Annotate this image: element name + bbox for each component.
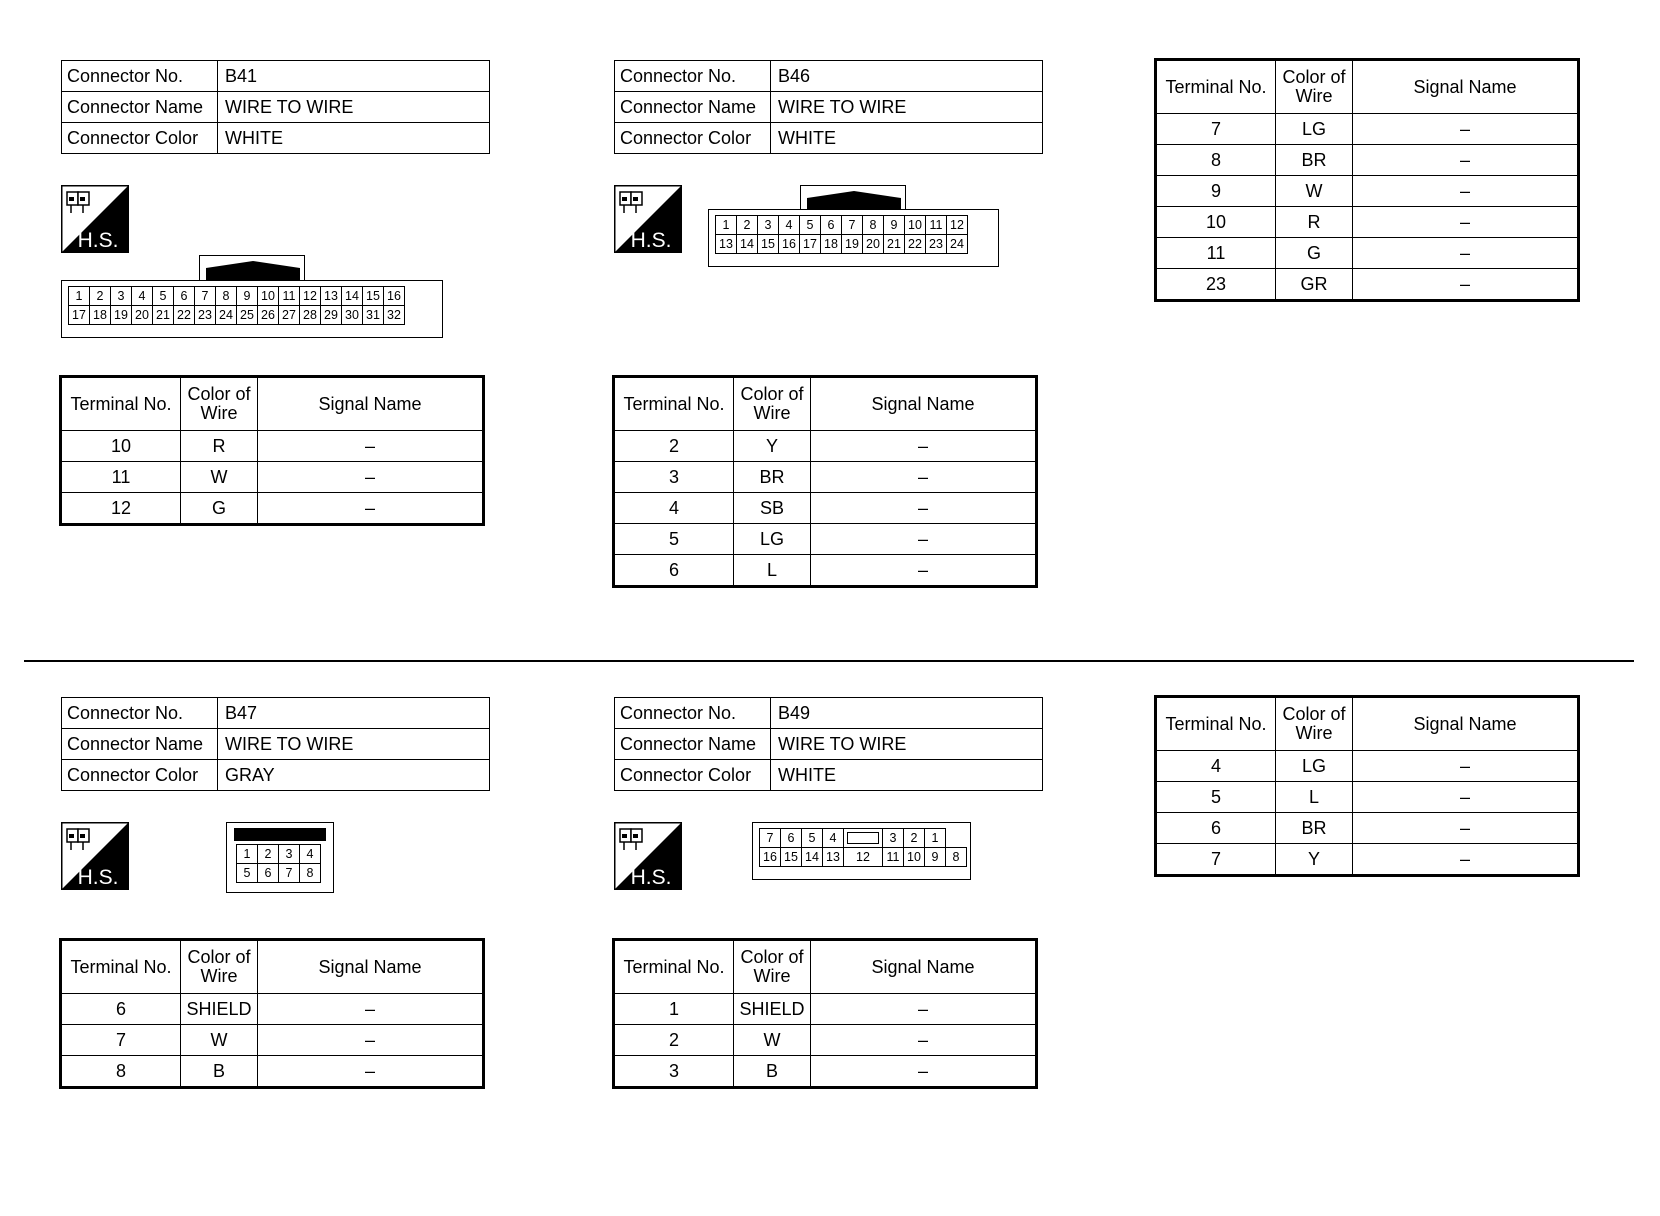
table-row	[1157, 145, 1578, 176]
signal-name-cell: –	[811, 1056, 1036, 1087]
pin-cell: 16	[760, 848, 781, 867]
table-row	[1157, 269, 1578, 300]
color-of-wire-header: Color of Wire	[1276, 61, 1353, 114]
wire-color-cell: Y	[734, 431, 811, 462]
pin-cell: 3	[883, 829, 904, 848]
pin-cell: 4	[300, 845, 321, 864]
b47-lock-bar	[234, 828, 326, 841]
b46-connector-face	[708, 209, 999, 267]
terminal-no-cell: 11	[62, 462, 181, 493]
signal-name-header: Signal Name	[811, 378, 1036, 431]
connector-no-label: Connector No.	[62, 61, 218, 92]
pin-cell: 8	[216, 287, 237, 306]
signal-name-cell: –	[1353, 114, 1578, 145]
signal-name-cell: –	[1353, 269, 1578, 300]
pin-cell: 29	[321, 306, 342, 325]
pin-cell: 9	[925, 848, 946, 867]
pin-cell: 26	[258, 306, 279, 325]
connector-color-value: WHITE	[218, 123, 490, 154]
signal-name-cell: –	[811, 493, 1036, 524]
pin-cell: 5	[802, 829, 823, 848]
b49-terminal-table	[614, 940, 1036, 1087]
wire-color-cell: W	[1276, 176, 1353, 207]
table-row	[62, 493, 483, 524]
pin-cell: 7	[195, 287, 216, 306]
signal-name-header: Signal Name	[258, 941, 483, 994]
table-row	[1157, 844, 1578, 875]
table-row	[615, 994, 1036, 1025]
color-of-wire-header: Color of Wire	[734, 378, 811, 431]
pin-cell: 3	[279, 845, 300, 864]
harness-side-icon	[614, 185, 682, 253]
wire-color-cell: GR	[1276, 269, 1353, 300]
terminal-no-header: Terminal No.	[615, 941, 734, 994]
pin-cell: 22	[174, 306, 195, 325]
pin-cell: 5	[800, 216, 821, 235]
terminal-no-cell: 1	[615, 994, 734, 1025]
pin-cell: 1	[69, 287, 90, 306]
pin-cell: 5	[153, 287, 174, 306]
pin-cell: 7	[842, 216, 863, 235]
pin-cell: 14	[737, 235, 758, 254]
table-row	[1157, 238, 1578, 269]
wire-color-cell: L	[734, 555, 811, 586]
table-row	[615, 1025, 1036, 1056]
signal-name-cell: –	[258, 994, 483, 1025]
connector-color-value: GRAY	[218, 760, 490, 791]
pin-cell: 23	[195, 306, 216, 325]
pin-cell: 23	[926, 235, 947, 254]
terminal-no-header: Terminal No.	[1157, 61, 1276, 114]
table-row	[615, 555, 1036, 586]
table-row	[1157, 207, 1578, 238]
connector-color-label: Connector Color	[615, 123, 771, 154]
terminal-no-cell: 8	[62, 1056, 181, 1087]
connector-no-label: Connector No.	[615, 61, 771, 92]
pin-cell: 1	[237, 845, 258, 864]
terminal-no-cell: 5	[1157, 782, 1276, 813]
terminal-no-cell: 11	[1157, 238, 1276, 269]
pin-cell: 21	[153, 306, 174, 325]
terminal-no-cell: 12	[62, 493, 181, 524]
connector-name-label: Connector Name	[615, 92, 771, 123]
terminal-no-cell: 8	[1157, 145, 1276, 176]
pin-cell: 1	[925, 829, 946, 848]
pin-cell: 12	[844, 848, 883, 867]
pin-cell: 13	[321, 287, 342, 306]
pin-cell: 3	[111, 287, 132, 306]
connector-color-value: WHITE	[771, 123, 1043, 154]
wire-color-cell: L	[1276, 782, 1353, 813]
connector-name-label: Connector Name	[615, 729, 771, 760]
terminal-no-cell: 23	[1157, 269, 1276, 300]
signal-name-cell: –	[258, 493, 483, 524]
pin-cell: 14	[802, 848, 823, 867]
signal-name-cell: –	[1353, 813, 1578, 844]
connector-name-value: WIRE TO WIRE	[771, 729, 1043, 760]
pin-cell: 13	[823, 848, 844, 867]
connector-no-value: B46	[771, 61, 1043, 92]
table-row	[62, 431, 483, 462]
wire-color-cell: Y	[1276, 844, 1353, 875]
pin-cell: 9	[884, 216, 905, 235]
b49-connector-info	[614, 697, 1043, 791]
b41-terminal-table	[61, 377, 483, 524]
b41-pin-grid	[68, 286, 405, 325]
pin-cell: 19	[842, 235, 863, 254]
wire-color-cell: LG	[1276, 114, 1353, 145]
terminal-no-header: Terminal No.	[1157, 698, 1276, 751]
terminal-no-cell: 2	[615, 431, 734, 462]
wire-color-cell: W	[734, 1025, 811, 1056]
pin-cell: 12	[947, 216, 968, 235]
b47-connector-face	[226, 822, 334, 893]
b41-connector-face	[61, 280, 443, 338]
wire-color-cell: W	[181, 462, 258, 493]
pin-cell: 6	[821, 216, 842, 235]
svg-text:H.S.: H.S.	[77, 866, 119, 889]
section-divider	[24, 660, 1634, 662]
svg-text:H.S.: H.S.	[630, 229, 672, 252]
b49-terminal-table-continued	[1156, 697, 1578, 875]
b49-pin-grid	[759, 828, 967, 867]
b47-terminal-table	[61, 940, 483, 1087]
terminal-no-cell: 7	[62, 1025, 181, 1056]
pin-cell: 14	[342, 287, 363, 306]
pin-cell: 17	[800, 235, 821, 254]
pin-cell: 15	[363, 287, 384, 306]
pin-cell: 19	[111, 306, 132, 325]
connector-no-value: B49	[771, 698, 1043, 729]
pin-cell: 15	[758, 235, 779, 254]
connector-color-label: Connector Color	[615, 760, 771, 791]
pin-cell: 10	[904, 848, 925, 867]
pin-cell: 24	[947, 235, 968, 254]
signal-name-cell: –	[258, 431, 483, 462]
terminal-no-cell: 6	[615, 555, 734, 586]
signal-name-header: Signal Name	[1353, 698, 1578, 751]
pin-cell: 5	[237, 864, 258, 883]
harness-side-icon	[61, 185, 129, 253]
pin-cell: 16	[384, 287, 405, 306]
connector-no-value: B47	[218, 698, 490, 729]
table-row	[615, 524, 1036, 555]
terminal-no-cell: 10	[1157, 207, 1276, 238]
signal-name-cell: –	[258, 462, 483, 493]
signal-name-cell: –	[258, 1056, 483, 1087]
pin-cell: 7	[279, 864, 300, 883]
b47-connector-info	[61, 697, 490, 791]
pin-cell: 2	[737, 216, 758, 235]
pin-cell: 6	[174, 287, 195, 306]
pin-cell: 16	[779, 235, 800, 254]
table-row	[615, 1056, 1036, 1087]
pin-cell: 1	[716, 216, 737, 235]
pin-cell: 25	[237, 306, 258, 325]
signal-name-header: Signal Name	[811, 941, 1036, 994]
pin-cell: 11	[926, 216, 947, 235]
connector-color-label: Connector Color	[62, 123, 218, 154]
pin-cell: 2	[258, 845, 279, 864]
signal-name-cell: –	[1353, 207, 1578, 238]
signal-name-cell: –	[1353, 176, 1578, 207]
table-row	[1157, 813, 1578, 844]
pin-cell: 17	[69, 306, 90, 325]
pin-cell: 18	[821, 235, 842, 254]
pin-cell: 6	[258, 864, 279, 883]
pin-cell: 18	[90, 306, 111, 325]
pin-cell: 12	[300, 287, 321, 306]
pin-cell: 8	[300, 864, 321, 883]
wire-color-cell: BR	[734, 462, 811, 493]
signal-name-cell: –	[1353, 145, 1578, 176]
signal-name-cell: –	[1353, 782, 1578, 813]
signal-name-cell: –	[1353, 844, 1578, 875]
b46-pin-grid	[715, 215, 968, 254]
pin-cell: 22	[905, 235, 926, 254]
terminal-no-header: Terminal No.	[62, 941, 181, 994]
table-row	[62, 1025, 483, 1056]
wire-color-cell: SHIELD	[734, 994, 811, 1025]
connector-color-label: Connector Color	[62, 760, 218, 791]
terminal-no-cell: 7	[1157, 114, 1276, 145]
b49-connector-face	[752, 822, 971, 880]
terminal-no-cell: 6	[1157, 813, 1276, 844]
table-row	[1157, 782, 1578, 813]
wire-color-cell: BR	[1276, 813, 1353, 844]
pin-cell: 11	[279, 287, 300, 306]
signal-name-cell: –	[258, 1025, 483, 1056]
wire-color-cell: G	[181, 493, 258, 524]
table-row	[1157, 114, 1578, 145]
pin-cell: 30	[342, 306, 363, 325]
terminal-no-cell: 5	[615, 524, 734, 555]
table-row	[1157, 176, 1578, 207]
wire-color-cell: B	[181, 1056, 258, 1087]
pin-cell: 11	[883, 848, 904, 867]
b46-connector-info	[614, 60, 1043, 154]
pin-cell: 7	[760, 829, 781, 848]
b47-pin-grid	[236, 844, 321, 883]
connector-no-label: Connector No.	[615, 698, 771, 729]
terminal-no-cell: 9	[1157, 176, 1276, 207]
signal-name-cell: –	[811, 431, 1036, 462]
signal-name-header: Signal Name	[1353, 61, 1578, 114]
terminal-no-cell: 2	[615, 1025, 734, 1056]
pin-cell: 9	[237, 287, 258, 306]
color-of-wire-header: Color of Wire	[181, 378, 258, 431]
pin-cell	[844, 829, 883, 848]
color-of-wire-header: Color of Wire	[181, 941, 258, 994]
terminal-no-cell: 4	[615, 493, 734, 524]
pin-cell: 32	[384, 306, 405, 325]
pin-cell: 2	[90, 287, 111, 306]
wire-color-cell: B	[734, 1056, 811, 1087]
signal-name-cell: –	[811, 555, 1036, 586]
harness-side-icon	[614, 822, 682, 890]
terminal-no-cell: 3	[615, 462, 734, 493]
wire-color-cell: BR	[1276, 145, 1353, 176]
wire-color-cell: SB	[734, 493, 811, 524]
signal-name-cell: –	[811, 462, 1036, 493]
terminal-no-header: Terminal No.	[615, 378, 734, 431]
wire-color-cell: G	[1276, 238, 1353, 269]
pin-cell: 31	[363, 306, 384, 325]
connector-name-value: WIRE TO WIRE	[771, 92, 1043, 123]
pin-cell: 27	[279, 306, 300, 325]
terminal-no-cell: 6	[62, 994, 181, 1025]
pin-cell: 10	[905, 216, 926, 235]
pin-cell: 4	[779, 216, 800, 235]
signal-name-cell: –	[1353, 751, 1578, 782]
connector-name-value: WIRE TO WIRE	[218, 729, 490, 760]
pin-cell: 10	[258, 287, 279, 306]
color-of-wire-header: Color of Wire	[1276, 698, 1353, 751]
b41-connector-info	[61, 60, 490, 154]
pin-cell: 3	[758, 216, 779, 235]
table-row	[1157, 751, 1578, 782]
color-of-wire-header: Color of Wire	[734, 941, 811, 994]
pin-cell: 8	[863, 216, 884, 235]
table-row	[615, 462, 1036, 493]
connector-name-label: Connector Name	[62, 92, 218, 123]
svg-text:H.S.: H.S.	[630, 866, 672, 889]
table-row	[62, 462, 483, 493]
terminal-no-cell: 4	[1157, 751, 1276, 782]
wire-color-cell: LG	[734, 524, 811, 555]
terminal-no-header: Terminal No.	[62, 378, 181, 431]
table-row	[615, 493, 1036, 524]
wire-color-cell: R	[181, 431, 258, 462]
pin-cell: 8	[946, 848, 967, 867]
pin-cell: 2	[904, 829, 925, 848]
connector-no-value: B41	[218, 61, 490, 92]
pin-cell: 4	[132, 287, 153, 306]
b46-terminal-table	[614, 377, 1036, 586]
pin-cell: 24	[216, 306, 237, 325]
pin-cell: 13	[716, 235, 737, 254]
pin-cell: 4	[823, 829, 844, 848]
pin-cell: 21	[884, 235, 905, 254]
b46-terminal-table-continued	[1156, 60, 1578, 300]
harness-side-icon	[61, 822, 129, 890]
signal-name-cell: –	[811, 1025, 1036, 1056]
svg-text:H.S.: H.S.	[77, 229, 119, 252]
signal-name-cell: –	[811, 994, 1036, 1025]
table-row	[62, 1056, 483, 1087]
terminal-no-cell: 10	[62, 431, 181, 462]
pin-cell: 20	[132, 306, 153, 325]
pin-cell: 28	[300, 306, 321, 325]
pin-cell: 15	[781, 848, 802, 867]
pin-cell: 6	[781, 829, 802, 848]
terminal-no-cell: 7	[1157, 844, 1276, 875]
table-row	[615, 431, 1036, 462]
connector-name-value: WIRE TO WIRE	[218, 92, 490, 123]
wire-color-cell: W	[181, 1025, 258, 1056]
terminal-no-cell: 3	[615, 1056, 734, 1087]
wire-color-cell: R	[1276, 207, 1353, 238]
pin-cell: 20	[863, 235, 884, 254]
wire-color-cell: SHIELD	[181, 994, 258, 1025]
table-row	[62, 994, 483, 1025]
signal-name-header: Signal Name	[258, 378, 483, 431]
wire-color-cell: LG	[1276, 751, 1353, 782]
connector-no-label: Connector No.	[62, 698, 218, 729]
signal-name-cell: –	[1353, 238, 1578, 269]
signal-name-cell: –	[811, 524, 1036, 555]
connector-name-label: Connector Name	[62, 729, 218, 760]
connector-color-value: WHITE	[771, 760, 1043, 791]
